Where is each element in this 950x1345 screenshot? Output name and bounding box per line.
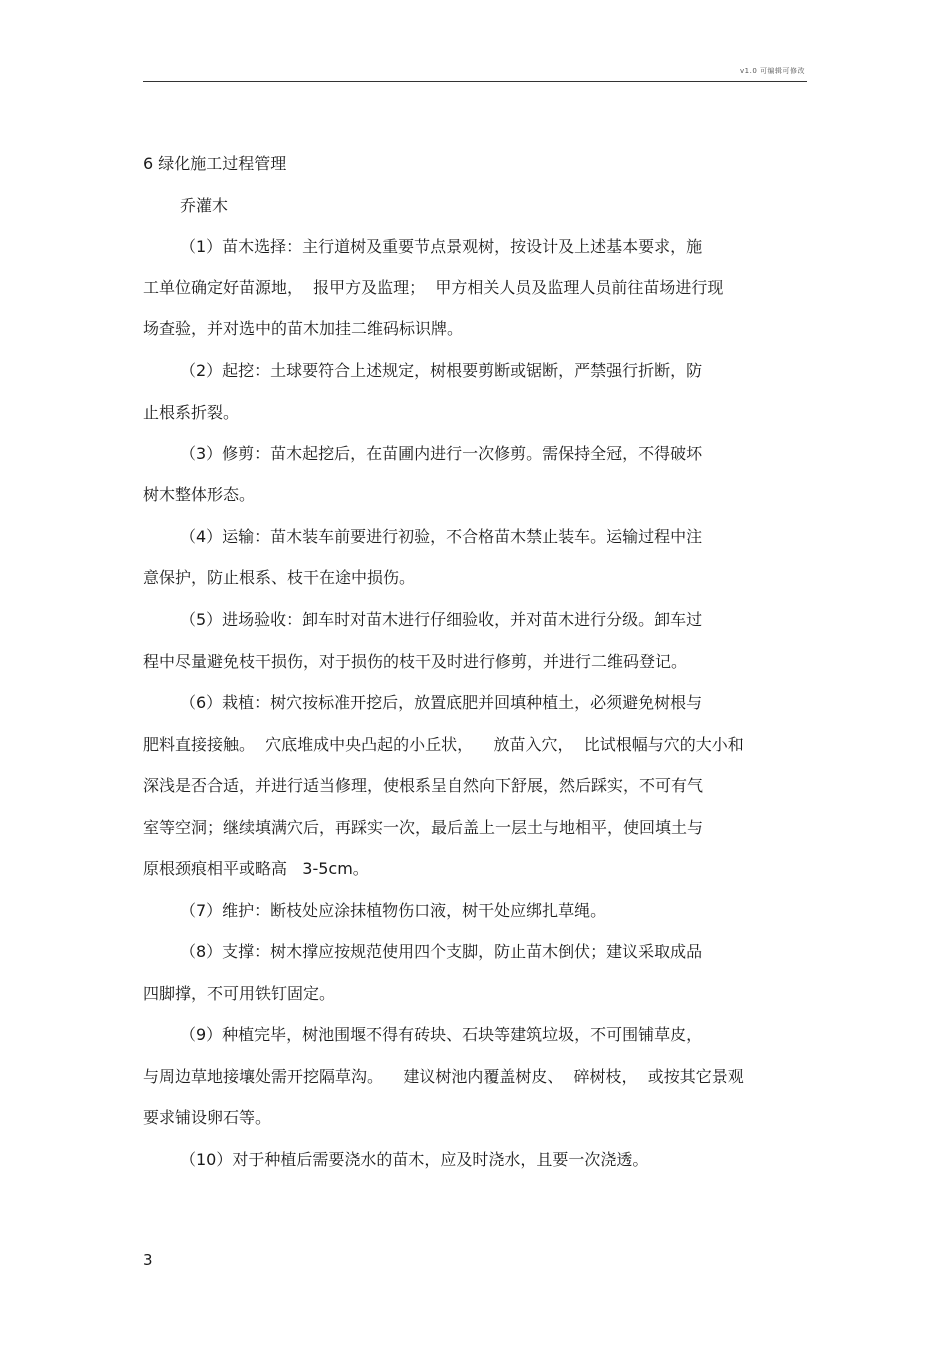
paragraph-line: （1）苗木选择：主行道树及重要节点景观树，按设计及上述基本要求，施 [180,237,703,256]
paragraph-line: 室等空洞；继续填满穴后，再踩实一次，最后盖上一层土与地相平，使回填土与 [143,818,704,837]
paragraph-line: 程中尽量避免枝干损伤，对于损伤的枝干及时进行修剪，并进行二维码登记。 [143,652,688,671]
paragraph-line: 场查验，并对选中的苗木加挂二维码标识牌。 [143,319,464,338]
paragraph-line: 深浅是否合适，并进行适当修理，使根系呈自然向下舒展，然后踩实，不可有气 [143,776,704,795]
paragraph-line: 意保护，防止根系、枝干在途中损伤。 [143,568,416,587]
paragraph-line: 四脚撑，不可用铁钉固定。 [143,984,336,1003]
subheading: 乔灌木 [180,196,229,215]
paragraph-line: （9）种植完毕，树池围堰不得有砖块、石块等建筑垃圾，不可围铺草皮， [180,1025,703,1044]
paragraph-line: 树木整体形态。 [143,485,256,504]
paragraph-line: （7）维护：断枝处应涂抹植物伤口液，树干处应绑扎草绳。 [180,901,607,920]
paragraph-line: 工单位确定好苗源地， 报甲方及监理； 甲方相关人员及监理人员前往苗场进行现 [143,278,724,297]
paragraph-line: （6）栽植：树穴按标准开挖后，放置底肥并回填种植土，必须避免树根与 [180,693,703,712]
paragraph-line: （4）运输：苗木装车前要进行初验，不合格苗木禁止装车。运输过程中注 [180,527,703,546]
paragraph-line: 要求铺设卵石等。 [143,1108,272,1127]
header-rule [143,81,807,82]
paragraph-line: （2）起挖：土球要符合上述规定，树根要剪断或锯断，严禁强行折断，防 [180,361,703,380]
paragraph-line: （8）支撑：树木撑应按规范使用四个支脚，防止苗木倒伏；建议采取成品 [180,942,703,961]
page-number: 3 [143,1251,153,1269]
paragraph-line: 肥料直接接触。 穴底堆成中央凸起的小丘状， 放苗入穴， 比试根幅与穴的大小和 [143,735,744,754]
paragraph-line: 与周边草地接壤处需开挖隔草沟。 建议树池内覆盖树皮、 碎树枝， 或按其它景观 [143,1067,744,1086]
paragraph-line: （5）进场验收：卸车时对苗木进行仔细验收，并对苗木进行分级。卸车过 [180,610,703,629]
section-title: 6 绿化施工过程管理 [143,154,287,173]
paragraph-line: （10）对于种植后需要浇水的苗木，应及时浇水，且要一次浇透。 [180,1150,649,1169]
paragraph-line: （3）修剪：苗木起挖后，在苗圃内进行一次修剪。需保持全冠，不得破坏 [180,444,703,463]
page-header-meta: v1.0 可编辑可修改 [740,67,805,75]
paragraph-line: 止根系折裂。 [143,403,240,422]
paragraph-line: 原根颈痕相平或略高 3-5cm。 [143,859,369,878]
